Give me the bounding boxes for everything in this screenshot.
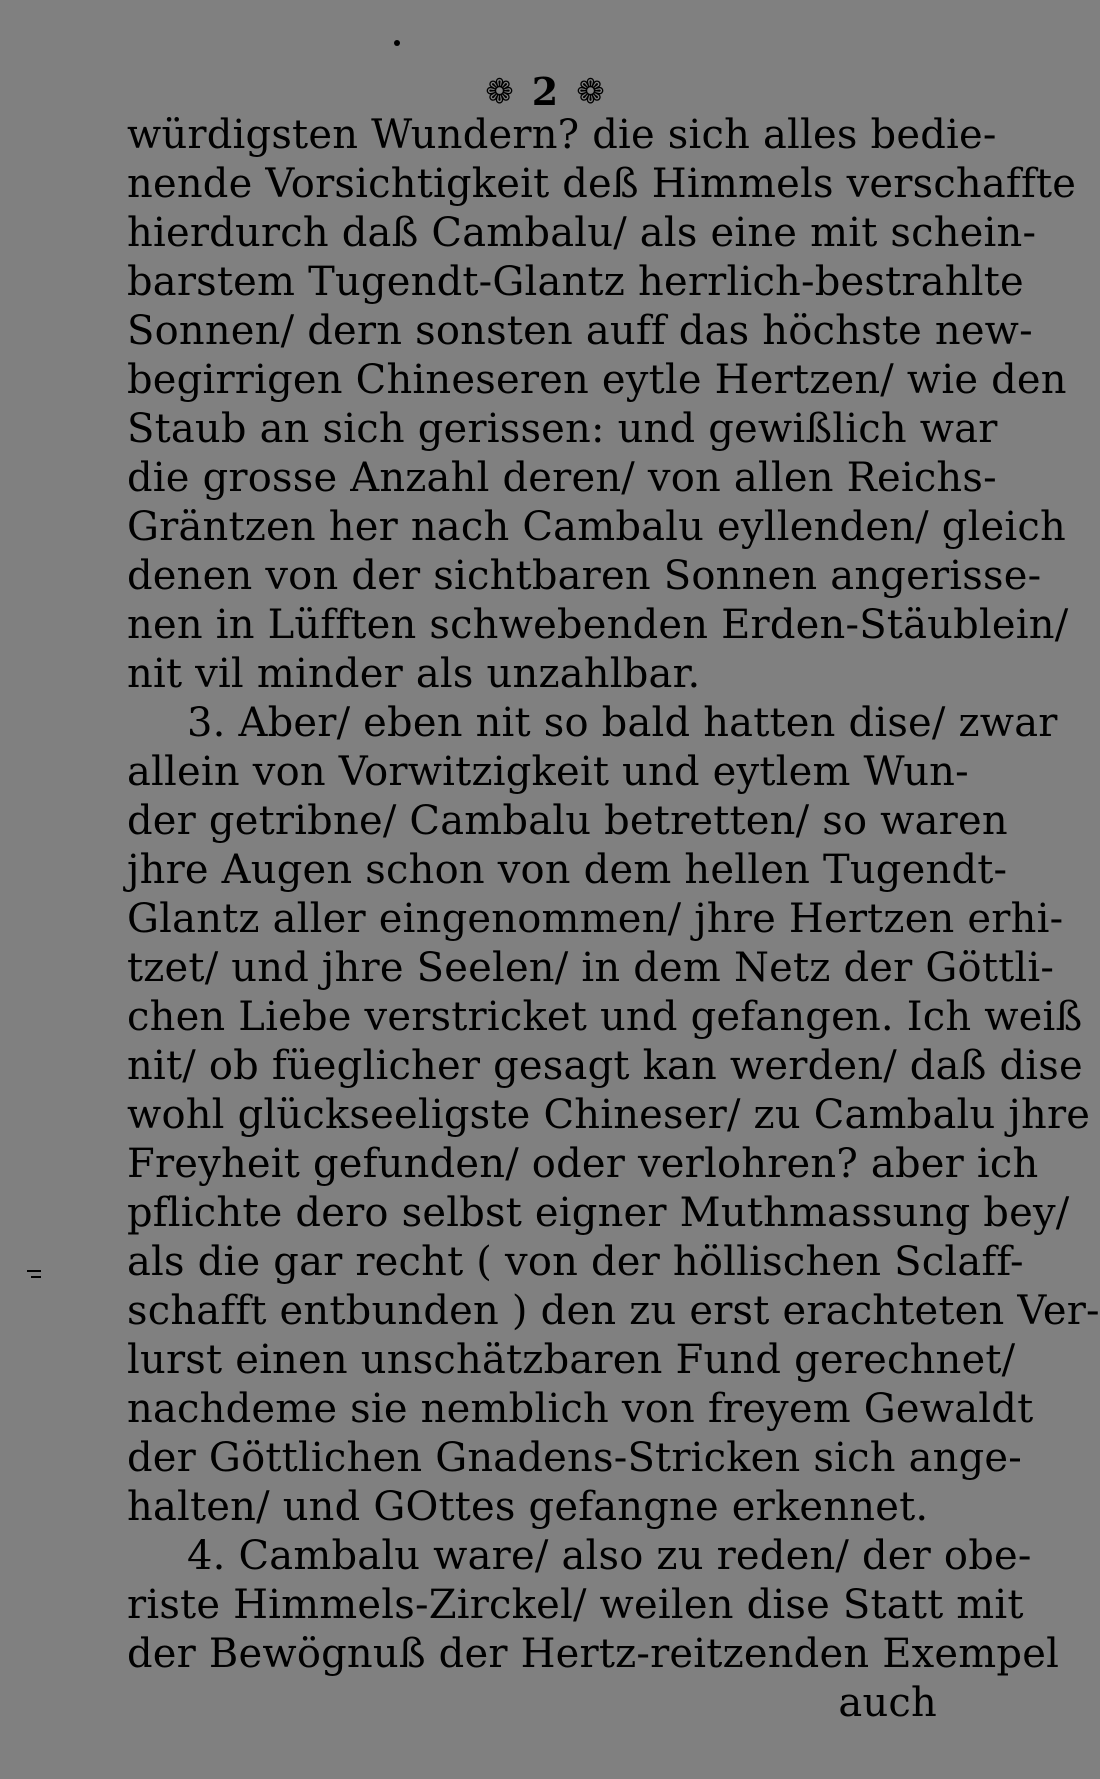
text-line: nit/ ob füeglicher gesagt kan werden/ daß dise (127, 1043, 1083, 1089)
left-ornament-icon: ❁ (485, 72, 514, 112)
text-line: barstem Tugendt-Glantz herrlich-bestrahlte (127, 259, 1024, 305)
margin-mark (27, 1270, 41, 1272)
paragraph-3-start: 3. Aber/ eben nit so bald hatten dise/ zwar (187, 700, 1058, 746)
text-line: als die gar recht ( von der höllischen Sclaff- (127, 1239, 1024, 1285)
text-line: nen in Lüfften schwebenden Erden-Stäublein/ (127, 602, 1069, 648)
text-line: halten/ und GOttes gefangne erkennet. (127, 1484, 929, 1530)
text-line: Sonnen/ dern sonsten auff das höchste new- (127, 308, 1033, 354)
text-line: die grosse Anzahl deren/ von allen Reichs- (127, 455, 997, 501)
text-line: tzet/ und jhre Seelen/ in dem Netz der Göttli- (127, 945, 1055, 991)
text-line: denen von der sichtbaren Sonnen angerisse- (127, 553, 1042, 599)
text-line: Gräntzen her nach Cambalu eyllenden/ gleich (127, 504, 1066, 550)
text-line: nachdeme sie nemblich von freyem Gewaldt (127, 1386, 1034, 1432)
catchword: auch (838, 1680, 937, 1726)
text-line: jhre Augen schon von dem hellen Tugendt- (127, 847, 1008, 893)
text-line: würdigsten Wundern? die sich alles bedie- (127, 112, 997, 158)
text-line: begirrigen Chineseren eytle Hertzen/ wie den (127, 357, 1067, 403)
page-number: 2 (531, 69, 559, 114)
text-line: schafft entbunden ) den zu erst erachteten Ver- (127, 1288, 1100, 1334)
text-line: lurst einen unschätzbaren Fund gerechnet/ (127, 1337, 1016, 1383)
speck-mark (394, 40, 400, 46)
text-line: Staub an sich gerissen: und gewißlich war (127, 406, 998, 452)
text-line: pflichte dero selbst eigner Muthmassung bey/ (127, 1190, 1070, 1236)
body-text (127, 111, 1100, 1728)
text-line: der Bewögnuß der Hertz-reitzenden Exempel (127, 1631, 1060, 1677)
text-line: der getribne/ Cambalu betretten/ so waren (127, 798, 1008, 844)
text-line: wohl glückseeligste Chineser/ zu Cambalu jhre (127, 1092, 1091, 1138)
paragraph-4-start: 4. Cambalu ware/ also zu reden/ der obe- (187, 1533, 1032, 1579)
text-line: nende Vorsichtigkeit deß Himmels verschaffte (127, 161, 1077, 207)
text-line: Freyheit gefunden/ oder verlohren? aber ich (127, 1141, 1039, 1187)
text-line: chen Liebe verstricket und gefangen. Ich weiß (127, 994, 1083, 1040)
margin-mark (31, 1276, 41, 1278)
text-line: nit vil minder als unzahlbar. (127, 651, 701, 697)
text-line: der Göttlichen Gnadens-Stricken sich ange- (127, 1435, 1023, 1481)
text-line: hierdurch daß Cambalu/ als eine mit schein- (127, 210, 1037, 256)
text-line: riste Himmels-Zirckel/ weilen dise Statt mit (127, 1582, 1024, 1628)
right-ornament-icon: ❁ (576, 72, 605, 112)
text-line: allein von Vorwitzigkeit und eytlem Wun- (127, 749, 969, 795)
page-header (455, 69, 635, 114)
text-line: Glantz aller eingenommen/ jhre Hertzen erhi- (127, 896, 1064, 942)
